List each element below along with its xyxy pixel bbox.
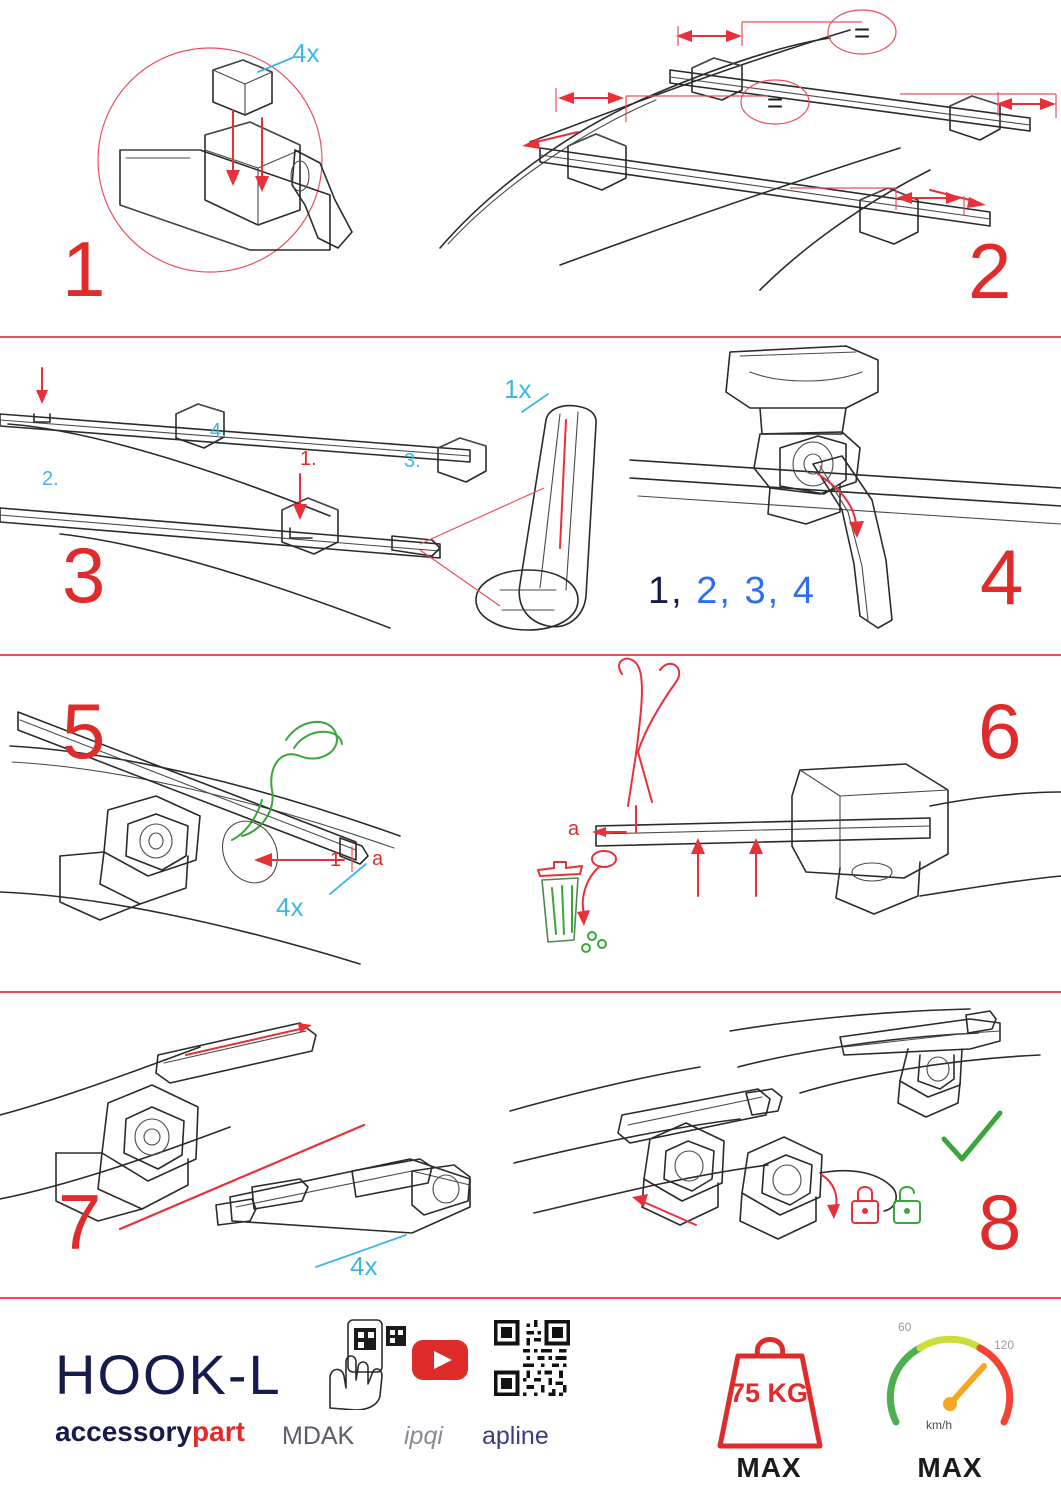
partner-mdak: MDAK (282, 1422, 355, 1450)
partner-apline: apline (482, 1422, 549, 1450)
step-6-number: 6 (978, 687, 1023, 775)
step-3-label-4: 4. (210, 420, 227, 442)
step-5-panel (0, 656, 500, 991)
step-4-seq-4: 4 (792, 570, 816, 612)
step-3-panel (0, 338, 610, 654)
step-3-label-2: 2. (42, 468, 59, 490)
step-2-number: 2 (968, 227, 1013, 315)
qr-code-icon (494, 1320, 570, 1396)
brand-accessory-text: accessory (55, 1416, 193, 1447)
step-7-panel (0, 993, 500, 1297)
speed-tick-120: 120 (994, 1338, 1015, 1352)
separator-4 (0, 1297, 1061, 1299)
step-3-label-3: 3. (404, 450, 421, 472)
step-5-label-1: 1 (330, 849, 342, 871)
step-4-panel (610, 338, 1061, 654)
step-8-illustration (500, 993, 1061, 1297)
speed-unit-label: km/h (926, 1418, 953, 1432)
step-3-number: 3 (62, 531, 107, 619)
brand-part-text: part (192, 1416, 245, 1447)
partner-ipqi: ipqi (404, 1422, 443, 1450)
step-8-panel (500, 993, 1061, 1297)
step-5-label-a: a (372, 848, 384, 870)
step-6-label-a: a (568, 818, 580, 840)
max-load-value: 75 KG (729, 1378, 809, 1408)
step-4-sequence (648, 570, 816, 613)
footer (0, 1300, 1061, 1500)
step-2-panel (430, 0, 1061, 336)
step-8-number: 8 (978, 1178, 1023, 1266)
step-4-seq-2: 2, (696, 570, 732, 612)
step-7-qty-label: 4x (350, 1251, 378, 1281)
step-2-illustration (430, 0, 1061, 336)
brand-tagline (55, 1416, 245, 1448)
step-1-qty-label: 4x (292, 38, 320, 68)
youtube-icon[interactable] (412, 1340, 468, 1380)
step-4-seq-3: 3, (744, 570, 781, 612)
max-speed-label: MAX (917, 1452, 983, 1483)
step-1-number: 1 (62, 225, 107, 313)
svg-text:=: = (766, 87, 784, 118)
step-4-number: 4 (980, 533, 1025, 621)
step-3-qty-label: 1x (504, 374, 532, 404)
step-5-number: 5 (62, 687, 107, 775)
max-load-label: MAX (736, 1452, 802, 1483)
step-1-panel (0, 0, 430, 336)
product-name: HOOK-L (55, 1343, 282, 1406)
svg-text:=: = (853, 17, 871, 48)
step-6-panel (500, 656, 1061, 991)
step-3-label-1: 1. (300, 448, 317, 470)
speed-tick-60: 60 (898, 1320, 912, 1334)
step-5-qty-label: 4x (276, 892, 304, 922)
step-4-seq-1: 1, (648, 570, 684, 612)
step-6-illustration (500, 656, 1061, 991)
step-7-number: 7 (58, 1178, 103, 1266)
qr-scan-hand-icon (322, 1318, 408, 1410)
